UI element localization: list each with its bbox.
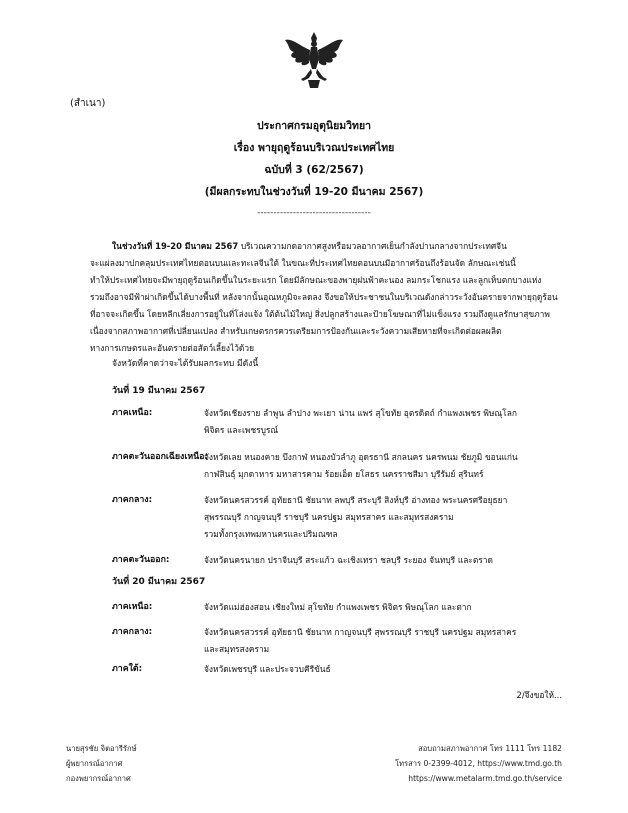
region-name: ภาคกลาง: xyxy=(112,627,153,637)
province-line: จังหวัดนครสวรรค์ อุทัยธานี ชัยนาท ลพบุรี สระบุรี สิงห์บุรี อ่างทอง พระนครศรีอยุธยา xyxy=(204,495,508,505)
title-line-2: เรื่อง พายุฤดูร้อนบริเวณประเทศไทย xyxy=(233,142,395,154)
region-name: ภาคใต้: xyxy=(112,664,143,674)
body-lead: ในช่วงวันที่ 19-20 มีนาคม 2567 xyxy=(112,241,239,251)
day2-date-heading: วันที่ 20 มีนาคม 2567 xyxy=(112,577,206,587)
province-line: จังหวัดแม่ฮ่องสอน เชียงใหม่ สุโขทัย กำแพงเพชร พิจิตร พิษณุโลก และตาก xyxy=(204,602,472,612)
forecaster-name: นายสุรชัย จิตอารีรักษ์ xyxy=(66,744,137,753)
announcement-title xyxy=(0,115,628,203)
province-line: สุพรรณบุรี กาญจนบุรี ราชบุรี นครปฐม สมุทรสาคร และสมุทรสงคราม xyxy=(204,512,454,522)
body-line-1: บริเวณความกดอากาศสูงหรือมวลอากาศเย็นกำลังปานกลางจากประเทศจีน xyxy=(238,241,507,251)
province-line: จังหวัดเพชรบุรี และประจวบคีรีขันธ์ xyxy=(204,664,331,674)
contact-service-link[interactable]: https://www.metalarm.tmd.go.th/service xyxy=(408,774,562,783)
body-paragraph xyxy=(90,238,568,357)
title-line-3: ฉบับที่ 3 (62/2567) xyxy=(264,164,364,176)
region-provinces xyxy=(204,449,576,483)
region-provinces xyxy=(204,624,576,658)
province-line: จังหวัดเชียงราย ลำพูน ลำปาง พะเยา น่าน แพร่ สุโขทัย อุตรดิตถ์ กำแพงเพชร พิษณุโลก xyxy=(204,408,517,418)
region-name: ภาคเหนือ: xyxy=(112,408,153,418)
next-page-marker: 2/จึงขอให้... xyxy=(516,690,562,700)
body-line-4: รวมถึงอาจมีฟ้าผ่าเกิดขึ้นได้บางพื้นที่ หลังจากนั้นอุณหภูมิจะลดลง จึงขอให้ประชาชนในบริเวณดังกล่าวระวังอันตรายจากพายุฤดูร้อน xyxy=(90,292,558,302)
body-line-2: จะแผ่ลงมาปกคลุมประเทศไทยตอนบนและทะเลจีนใต้ ในขณะที่ประเทศไทยตอนบนมีอากาศร้อนถึงร้อนจัด ลักษณะเช่นนี้ xyxy=(90,258,516,268)
title-line-1: ประกาศกรมอุตุนิยมวิทยา xyxy=(256,120,372,132)
region-provinces xyxy=(204,599,576,616)
region-provinces xyxy=(204,405,576,439)
region-name: ภาคเหนือ: xyxy=(112,602,153,612)
footer-contact xyxy=(395,741,562,786)
day1-date-heading: วันที่ 19 มีนาคม 2567 xyxy=(112,386,206,396)
body-line-5: ที่อาจจะเกิดขึ้น โดยหลีกเลี่ยงการอยู่ในที่โล่งแจ้ง ใต้ต้นไม้ใหญ่ สิ่งปลูกสร้างและป้ายโฆษณาที่ไม่แข็งแรง รวมถึงดูแลรักษาสุขภาพ xyxy=(90,309,550,319)
province-line: พิจิตร และเพชรบูรณ์ xyxy=(204,425,279,435)
body-line-6: เนื่องจากสภาพอากาศที่เปลี่ยนแปลง สำหรับเกษตรกรควรเตรียมการป้องกันและระวังความเสียหายที่จะเกิดต่อผลผลิต xyxy=(90,326,502,336)
garuda-emblem-icon xyxy=(282,30,346,92)
body-line-7: ทางการเกษตรและอันตรายต่อสัตว์เลี้ยงไว้ด้วย xyxy=(90,343,254,353)
province-line: จังหวัดนครสวรรค์ อุทัยธานี ชัยนาท กาญจนบุรี สุพรรณบุรี ราชบุรี นครปฐม สมุทรสาคร xyxy=(204,627,517,637)
forecaster-division: กองพยากรณ์อากาศ xyxy=(66,774,131,783)
region-provinces xyxy=(204,552,576,569)
province-line: จังหวัดเลย หนองคาย บึงกาฬ หนองบัวลำภู อุดรธานี สกลนคร นครพนม ชัยภูมิ ขอนแก่น xyxy=(204,452,518,462)
region-provinces xyxy=(204,661,576,678)
region-name: ภาคตะวันออกเฉียงเหนือ: xyxy=(112,452,208,462)
title-divider: ----------------------------------- xyxy=(257,208,371,218)
title-line-4: (มีผลกระทบในช่วงวันที่ 19-20 มีนาคม 2567) xyxy=(204,186,424,198)
forecaster-title: ผู้พยากรณ์อากาศ xyxy=(66,759,123,768)
footer-signatory xyxy=(66,741,137,786)
copy-mark: (สำเนา) xyxy=(70,98,106,109)
affected-intro: จังหวัดที่คาดว่าจะได้รับผลกระทบ มีดังนี้ xyxy=(112,359,259,369)
region-name: ภาคตะวันออก: xyxy=(112,555,170,565)
contact-phone: สอบถามสภาพอากาศ โทร 1111 โทร 1182 xyxy=(418,744,562,753)
province-line: รวมทั้งกรุงเทพมหานครและปริมณฑล xyxy=(204,529,338,539)
contact-fax-link[interactable]: โทรสาร 0-2399-4012, https://www.tmd.go.th xyxy=(394,759,562,768)
province-line: และสมุทรสงคราม xyxy=(204,644,270,654)
body-line-3: ทำให้ประเทศไทยจะมีพายุฤดูร้อนเกิดขึ้นในระยะแรก โดยมีลักษณะของพายุฝนฟ้าคะนอง ลมกระโชกแรง และลูกเห็บตกบางแห่ง xyxy=(90,275,542,285)
region-provinces xyxy=(204,492,576,543)
region-name: ภาคกลาง: xyxy=(112,495,153,505)
province-line: กาฬสินธุ์ มุกดาหาร มหาสารคาม ร้อยเอ็ด ยโสธร นครราชสีมา บุรีรัมย์ สุรินทร์ xyxy=(204,469,484,479)
province-line: จังหวัดนครนายก ปราจีนบุรี สระแก้ว ฉะเชิงเทรา ชลบุรี ระยอง จันทบุรี และตราด xyxy=(204,555,493,565)
